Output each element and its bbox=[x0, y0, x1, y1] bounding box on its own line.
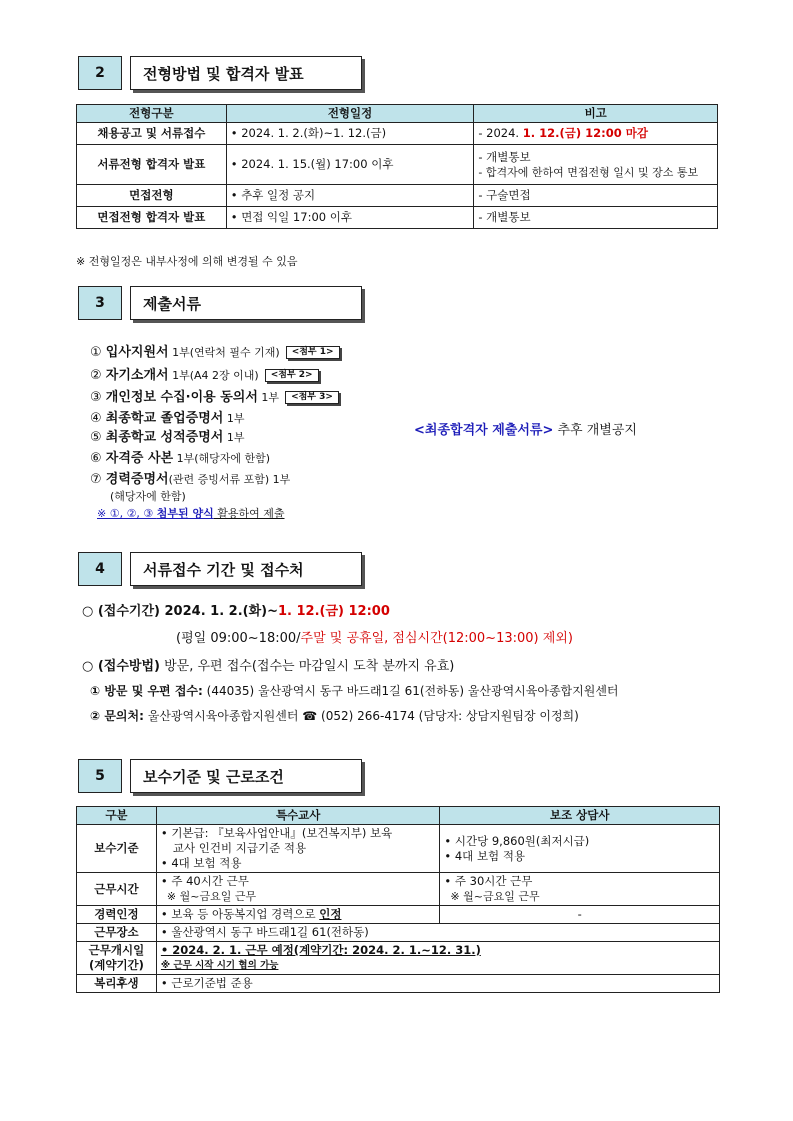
table-row bbox=[77, 924, 720, 942]
row-label: 보수기준 bbox=[77, 825, 157, 873]
attachment-tag: <첨부 2> bbox=[265, 369, 319, 382]
attachment-tag: <첨부 3> bbox=[285, 391, 339, 404]
section-title: 서류접수 기간 및 접수처 bbox=[130, 552, 362, 586]
table-row bbox=[77, 145, 718, 185]
table-row bbox=[77, 975, 720, 993]
doc-item-7: ⑦ 경력증명서(관련 증빙서류 포함) 1부 bbox=[90, 472, 291, 487]
header-cell: 전형구분 bbox=[77, 105, 227, 123]
work-place: • 울산광역시 동구 바드래1길 61(전하동) bbox=[156, 924, 719, 942]
section-title: 제출서류 bbox=[130, 286, 362, 320]
row-label: 근무시간 bbox=[77, 873, 157, 906]
table-row bbox=[77, 906, 720, 924]
row-date: • 면접 익일 17:00 이후 bbox=[226, 207, 474, 229]
section-title: 보수기준 및 근로조건 bbox=[130, 759, 362, 793]
row-label: 근무장소 bbox=[77, 924, 157, 942]
table-header bbox=[77, 807, 720, 825]
row-date: • 추후 일정 공지 bbox=[226, 185, 474, 207]
contact-info: ② 문의처: 울산광역시육아종합지원센터 ☎ (052) 266-4174 (담당자: 상담지원팀장 이정희) bbox=[90, 709, 579, 723]
table-row bbox=[77, 942, 720, 975]
header-cell: 구분 bbox=[77, 807, 157, 825]
section-4-header bbox=[78, 552, 362, 586]
schedule-footnote: ※ 전형일정은 내부사정에 의해 변경될 수 있음 bbox=[76, 255, 298, 268]
header-cell: 전형일정 bbox=[226, 105, 474, 123]
row-note: - 2024. 1. 12.(금) 12:00 마감 bbox=[474, 123, 718, 145]
section-3-header bbox=[78, 286, 362, 320]
row-label: 경력인정 bbox=[77, 906, 157, 924]
header-cell: 특수교사 bbox=[156, 807, 440, 825]
table-row bbox=[77, 207, 718, 229]
row-label: 근무개시일 (계약기간) bbox=[77, 942, 157, 975]
section-title: 전형방법 및 합격자 발표 bbox=[130, 56, 362, 90]
table-row bbox=[77, 825, 720, 873]
teacher-career: • 보육 등 아동복지업 경력으로 인정 bbox=[156, 906, 440, 924]
attachment-note: ※ ①, ②, ③ 첨부된 양식 활용하여 제출 bbox=[97, 507, 285, 520]
section-number: 4 bbox=[78, 552, 122, 586]
application-period: ○ (접수기간) 2024. 1. 2.(화)~1. 12.(금) 12:00 bbox=[82, 604, 390, 619]
row-label: 면접전형 bbox=[77, 185, 227, 207]
table-header bbox=[77, 105, 718, 123]
conditions-table bbox=[76, 806, 720, 993]
doc-item-4: ④ 최종학교 졸업증명서 1부 bbox=[90, 411, 245, 426]
section-number: 3 bbox=[78, 286, 122, 320]
application-method: ○ (접수방법) 방문, 우편 접수(접수는 마감일시 도착 분까지 유효) bbox=[82, 659, 455, 674]
row-label: 서류전형 합격자 발표 bbox=[77, 145, 227, 185]
counselor-career: - bbox=[440, 906, 720, 924]
table-row bbox=[77, 123, 718, 145]
counselor-hours: • 주 30시간 근무 ※ 월~금요일 근무 bbox=[440, 873, 720, 906]
table-row bbox=[77, 185, 718, 207]
start-date: • 2024. 2. 1. 근무 예정(계약기간: 2024. 2. 1.~12. 31.) ※ 근무 시작 시기 협의 가능 bbox=[156, 942, 719, 975]
teacher-hours: • 주 40시간 근무 ※ 월~금요일 근무 bbox=[156, 873, 440, 906]
header-cell: 비고 bbox=[474, 105, 718, 123]
doc-item-6: ⑥ 자격증 사본 1부(해당자에 한함) bbox=[90, 451, 271, 466]
row-date: • 2024. 1. 15.(월) 17:00 이후 bbox=[226, 145, 474, 185]
row-note: - 개별통보 - 합격자에 한하여 면접전형 일시 및 장소 통보 bbox=[474, 145, 718, 185]
doc-item-2: ② 자기소개서 1부(A4 2장 이내) <첨부 2> bbox=[90, 364, 319, 383]
doc-item-5: ⑤ 최종학교 성적증명서 1부 bbox=[90, 430, 245, 445]
welfare: • 근로기준법 준용 bbox=[156, 975, 719, 993]
section-number: 5 bbox=[78, 759, 122, 793]
doc-item-1: ① 입사지원서 1부(연락처 필수 기재) <첨부 1> bbox=[90, 341, 340, 360]
header-cell: 보조 상담사 bbox=[440, 807, 720, 825]
teacher-pay: • 기본급: 『보육사업안내』(보건복지부) 보육 교사 인건비 지급기준 적용 • 4대 보험 적용 bbox=[156, 825, 440, 873]
counselor-pay: • 시간당 9,860원(최저시급) • 4대 보험 적용 bbox=[440, 825, 720, 873]
submission-address: ① 방문 및 우편 접수: (44035) 울산광역시 동구 바드래1길 61(전하동) 울산광역시육아종합지원센터 bbox=[90, 684, 619, 698]
section-5-header bbox=[78, 759, 362, 793]
row-label: 복리후생 bbox=[77, 975, 157, 993]
row-note: - 개별통보 bbox=[474, 207, 718, 229]
row-label: 면접전형 합격자 발표 bbox=[77, 207, 227, 229]
section-number: 2 bbox=[78, 56, 122, 90]
application-hours: (평일 09:00~18:00/주말 및 공휴일, 점심시간(12:00~13:00) 제외) bbox=[176, 631, 573, 646]
row-note: - 구술면접 bbox=[474, 185, 718, 207]
row-label: 채용공고 및 서류접수 bbox=[77, 123, 227, 145]
row-date: • 2024. 1. 2.(화)~1. 12.(금) bbox=[226, 123, 474, 145]
table-row bbox=[77, 873, 720, 906]
schedule-table bbox=[76, 104, 718, 229]
section-2-header bbox=[78, 56, 362, 90]
doc-item-3: ③ 개인정보 수집·이용 동의서 1부 <첨부 3> bbox=[90, 386, 339, 405]
attachment-tag: <첨부 1> bbox=[286, 346, 340, 359]
doc-item-7-cont: (해당자에 한함) bbox=[110, 490, 186, 503]
final-docs-notice: <최종합격자 제출서류> 추후 개별공지 bbox=[414, 423, 637, 438]
